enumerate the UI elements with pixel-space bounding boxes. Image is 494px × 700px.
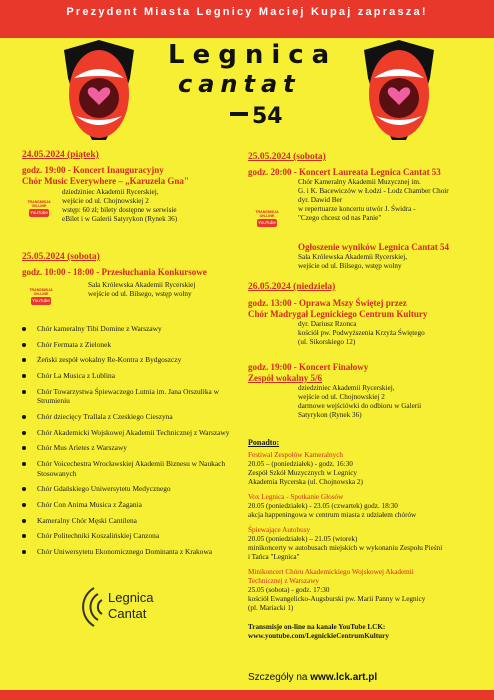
event-title: godz. 13:00 - Oprawa Mszy Świętej przez bbox=[248, 298, 407, 308]
badge-line: TRANSMISJA bbox=[29, 288, 53, 292]
event-line: (ul. Sikorskiego 12) bbox=[298, 338, 356, 346]
date-left-1: 24.05.2024 (piątek) bbox=[22, 150, 99, 160]
website-link[interactable]: www.lck.art.pl bbox=[310, 672, 378, 683]
event-line: dyr. Dawid Ber bbox=[298, 196, 343, 204]
badge-line: ON-LINE bbox=[259, 214, 275, 218]
event-title: Ogłoszenie wyników Legnica Cantat 54 bbox=[298, 242, 450, 252]
event-line: darmowe wejściówki do odbioru w Galerii bbox=[298, 402, 422, 410]
event-line: G. i K. Bacewiczów w Łodzi - Lodz Chamber Choir bbox=[298, 187, 449, 195]
youtube-badge-icon bbox=[28, 288, 54, 308]
extra-line: 20.05 – (poniedziałek) - godz. 16:30 bbox=[248, 460, 353, 468]
bottom-bar bbox=[0, 690, 494, 700]
event-title: godz. 10:00 - 18:00 - Przesłuchania Konkursowe bbox=[22, 267, 207, 277]
list-item: Chór Towarzystwa Śpiewaczego Lutnia im. Jana Orszulika w Strumieniu bbox=[20, 387, 238, 406]
extra-line: Zespół Szkół Muzycznych w Legnicy bbox=[248, 469, 357, 477]
badge-line: ON-LINE bbox=[31, 204, 47, 208]
list-item: Chór Akademicki Wojskowej Akademii Technicznej z Warszawy bbox=[20, 428, 238, 438]
extra-line: Akademia Rycerska (ul. Chojnowska 2) bbox=[248, 478, 363, 486]
event-line: wejście od ul. Chojnowskiej 2 bbox=[298, 393, 385, 401]
choir-list bbox=[20, 324, 238, 563]
event-line: Sala Królewska Akademii Rycerskiej, bbox=[298, 253, 408, 261]
event-line: kościół pw. Podwyższenia Krzyża Świętego bbox=[298, 329, 425, 337]
event-line: dziedziniec Akademii Rycerskiej, bbox=[298, 384, 395, 392]
youtube-label: YouTube bbox=[30, 210, 48, 215]
footer bbox=[248, 672, 377, 683]
event-line: dziedziniec Akademii Rycerskiej, bbox=[62, 188, 159, 196]
event-line: Chór Kameralny Akademii Muzycznej im. bbox=[298, 178, 421, 186]
mouth-left-icon bbox=[54, 38, 144, 144]
event-line: dyr. Dariusz Rzonca bbox=[298, 320, 357, 328]
list-item: Chór Politechniki Koszalińskiej Canzona bbox=[20, 531, 238, 541]
event-title: godz. 19:00 - Koncert Inauguracyjny bbox=[22, 165, 164, 175]
legnica-cantat-logo bbox=[64, 582, 184, 632]
list-item: Chór kameralny Tibi Domine z Warszawy bbox=[20, 324, 238, 334]
list-item: Chór Con Anima Musica z Żagania bbox=[20, 500, 238, 510]
youtube-link[interactable]: www.youtube.com/LegnickieCentrumKultury bbox=[248, 632, 389, 640]
extra-title: Technicznej z Warszawy bbox=[248, 577, 320, 585]
title-dash bbox=[230, 112, 248, 116]
date-left-2: 25.05.2024 (sobota) bbox=[22, 252, 100, 262]
list-item: Chór Gdańskiego Uniwersytetu Medycznego bbox=[20, 484, 238, 494]
extra-events bbox=[248, 438, 488, 641]
event-line: wejście od ul. Chojnowskiej 2 bbox=[62, 197, 149, 205]
extra-title: Minikoncert Chóru Akademickiego Wojskowej Akademii bbox=[248, 568, 414, 576]
extra-line: minikoncerty w autobusach miejskich w wykonaniu Zespołu Pieśni bbox=[248, 544, 443, 552]
youtube-badge-icon bbox=[26, 200, 52, 220]
extra-line: (pl. Mariacki 1) bbox=[248, 604, 294, 612]
sound-waves-icon bbox=[64, 582, 104, 632]
title-cantat: cantat bbox=[178, 70, 301, 98]
left-event-2 bbox=[22, 252, 252, 299]
event-line: Satyrykon (Rynek 36) bbox=[298, 411, 362, 419]
title-legnica: Legnica bbox=[168, 40, 338, 70]
mouth-right-icon bbox=[354, 38, 444, 144]
right-event-4 bbox=[248, 362, 484, 420]
event-subtitle: Chór Madrygał Legnickiego Centrum Kultury bbox=[248, 309, 428, 319]
transmission-line: Transmisje on-line na kanale YouTube LCK: bbox=[248, 623, 386, 631]
event-subtitle: Chór Music Everywhere – „Karuzela Gna" bbox=[22, 176, 189, 186]
extra-title: Śpiewające Autobusy bbox=[248, 526, 311, 534]
event-line: eBilet i w Galerii Satyrykon (Rynek 36) bbox=[62, 215, 178, 223]
extra-title: Vox Legnica - Spotkanie Głosów bbox=[248, 493, 344, 501]
list-item: Kameralny Chór Męski Cantilena bbox=[20, 516, 238, 526]
date-right-1: 25.05.2024 (sobota) bbox=[248, 152, 326, 162]
right-event-1 bbox=[248, 152, 484, 223]
extra-line: i Tańca "Legnica" bbox=[248, 553, 300, 561]
event-line: Sala Królewska Akademii Rycerskiej bbox=[88, 281, 196, 289]
left-event-1 bbox=[22, 150, 252, 224]
event-line: wstęp: 60 zł; bilety dostępne w serwisie bbox=[62, 206, 177, 214]
footer-prefix: Szczegóły na bbox=[248, 672, 308, 683]
title-number: 54 bbox=[252, 104, 283, 129]
extra-title: Festiwal Zespołów Kameralnych bbox=[248, 451, 344, 459]
extra-line: akcja happeningowa w centrum miasta z udziałem chórów bbox=[248, 511, 417, 519]
right-event-2 bbox=[298, 242, 488, 271]
list-item: Chór Fermata z Zielonek bbox=[20, 340, 238, 350]
badge-line: ON-LINE bbox=[33, 292, 49, 296]
list-item: Chór Voicechestra Wrocławskiej Akademii Biznesu w Naukach Stosowanych bbox=[20, 459, 238, 478]
badge-line: TRANSMISJA bbox=[255, 210, 279, 214]
list-item: Chór Mus Arietes z Warszawy bbox=[20, 443, 238, 453]
list-item: Żeński zespół wokalny Re-Kontra z Bydgoszczy bbox=[20, 355, 238, 365]
extra-line: 20.05 (poniedziałek) – 21.05 (wtorek) bbox=[248, 535, 358, 543]
event-line: w repertuarze koncertu utwór J. Świdra - bbox=[298, 205, 416, 213]
event-line: wejście od ul. Bilsego, wstęp wolny bbox=[298, 262, 402, 270]
top-banner bbox=[0, 0, 494, 38]
right-event-3 bbox=[248, 282, 484, 347]
banner-text: Prezydent Miasta Legnicy Maciej Kupaj zaprasza! bbox=[66, 6, 428, 18]
list-item: Chór La Musica z Lublina bbox=[20, 371, 238, 381]
ponadto-heading: Ponadto: bbox=[248, 438, 280, 447]
logo-line: Cantat bbox=[108, 606, 147, 621]
date-right-2: 26.05.2024 (niedziela) bbox=[248, 282, 336, 292]
extra-line: 20.05 (poniedziałek) - 23.05 (czwartek) godz. 18:30 bbox=[248, 502, 398, 510]
extra-line: 25.05 (sobota) - godz. 17:30 bbox=[248, 586, 330, 594]
badge-line: TRANSMISJA bbox=[27, 200, 51, 204]
youtube-label: YouTube bbox=[32, 298, 50, 303]
event-title: godz. 20:00 - Koncert Laureata Legnica Cantat 53 bbox=[248, 167, 441, 177]
logo-text bbox=[108, 590, 154, 622]
event-line: wejście od ul. Bilsego, wstęp wolny bbox=[88, 290, 192, 298]
extra-line: kościół Ewangelicko-Augsburski pw. Marii Panny w Legnicy bbox=[248, 595, 426, 603]
list-item: Chór Uniwersytetu Ekonomicznego Dominanta z Krakowa bbox=[20, 547, 238, 557]
logo-line: Legnica bbox=[108, 590, 154, 605]
youtube-label: YouTube bbox=[258, 220, 276, 225]
list-item: Chór dziecięcy Trallala z Czeskiego Cieszyna bbox=[20, 412, 238, 422]
event-title: godz. 19:00 - Koncert Finałowy bbox=[248, 362, 369, 372]
youtube-badge-icon bbox=[254, 210, 280, 230]
event-line: "Czego chcesz od nas Panie" bbox=[298, 214, 382, 222]
event-subtitle: Zespół wokalny 5/6 bbox=[248, 373, 323, 383]
